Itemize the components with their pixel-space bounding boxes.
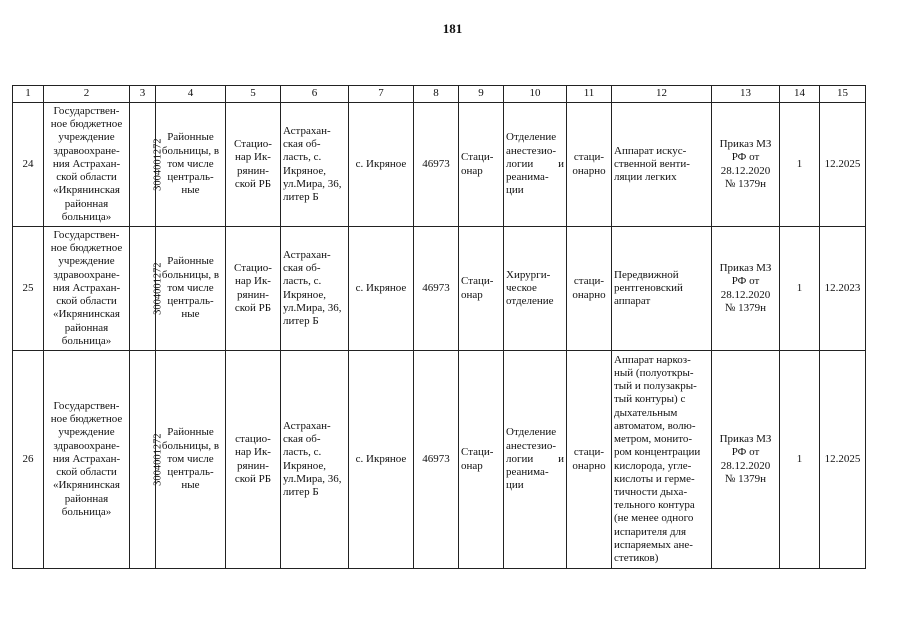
subdivision-cell: Стацио- нар Ик- рянин- ской РБ [226,103,281,227]
equipment-cell: Аппарат наркоз- ный (полуоткры- тый и полузакры- тый контуры) с дыхательным автоматом, волю- метром, монито- ром концентрации кислорода, угле- кислоты и герме- тичности дыха- тельного контура (не менее одного испарителя для испаряемых ане- стетиков) [612,351,712,569]
quantity-cell: 1 [780,351,820,569]
column-header: 7 [349,86,414,103]
row-number-cell: 26 [13,351,44,569]
address-cell: Астрахан- ская об- ласть, с. Икряное, ул.Мира, 36, литер Б [281,103,349,227]
institution-cell: Государствен- ное бюджетное учреждение здравоохране- ния Астрахан- ской области «Икрянинская районная больница» [44,103,130,227]
category-cell: Районные больницы, в том числе централь- ные [156,103,226,227]
column-header: 8 [414,86,459,103]
oktmo-cell: 46973 [414,227,459,351]
care-type-cell: Стаци- онар [459,103,504,227]
locality-cell: с. Икряное [349,351,414,569]
oktmo-cell: 46973 [414,351,459,569]
department-cell: Хирурги- ческое отделение [504,227,567,351]
column-header: 9 [459,86,504,103]
equipment-table [12,85,866,569]
category-cell: Районные больницы, в том числе централь- ные [156,227,226,351]
care-type-cell: Стаци- онар [459,227,504,351]
row-number-cell: 24 [13,103,44,227]
condition-cell: стаци- онарно [567,351,612,569]
quantity-cell: 1 [780,103,820,227]
date-cell: 12.2023 [820,227,866,351]
care-type-cell: Стаци- онар [459,351,504,569]
table-row [13,227,866,351]
address-cell: Астрахан- ская об- ласть, с. Икряное, ул.Мира, 36, литер Б [281,227,349,351]
locality-cell: с. Икряное [349,103,414,227]
column-header: 15 [820,86,866,103]
column-header: 2 [44,86,130,103]
row-number-cell: 25 [13,227,44,351]
column-header: 5 [226,86,281,103]
column-header: 14 [780,86,820,103]
header-row [13,86,866,103]
equipment-cell: Аппарат искус- ственной венти- ляции легких [612,103,712,227]
column-header: 12 [612,86,712,103]
subdivision-cell: Стацио- нар Ик- рянин- ской РБ [226,227,281,351]
column-header: 1 [13,86,44,103]
locality-cell: с. Икряное [349,227,414,351]
order-cell: Приказ МЗ РФ от 28.12.2020 № 1379н [712,351,780,569]
condition-cell: стаци- онарно [567,227,612,351]
condition-cell: стаци- онарно [567,103,612,227]
column-header: 11 [567,86,612,103]
table-body [13,103,866,569]
column-header: 3 [130,86,156,103]
table-row [13,351,866,569]
column-header: 6 [281,86,349,103]
institution-code: 3004001272 [152,433,164,486]
quantity-cell: 1 [780,227,820,351]
order-cell: Приказ МЗ РФ от 28.12.2020 № 1379н [712,227,780,351]
oktmo-cell: 46973 [414,103,459,227]
column-header: 10 [504,86,567,103]
date-cell: 12.2025 [820,351,866,569]
column-header: 13 [712,86,780,103]
table-row [13,103,866,227]
department-cell: Отделение анестезио- логии и реанима- ции [504,351,567,569]
subdivision-cell: стацио- нар Ик- рянин- ской РБ [226,351,281,569]
date-cell: 12.2025 [820,103,866,227]
department-cell: Отделение анестезио- логии и реанима- ции [504,103,567,227]
order-cell: Приказ МЗ РФ от 28.12.2020 № 1379н [712,103,780,227]
column-header: 4 [156,86,226,103]
code-cell [130,103,164,227]
code-cell [130,351,164,569]
equipment-cell: Передвижной рентгеновский аппарат [612,227,712,351]
institution-code: 3004001272 [152,138,164,191]
address-cell: Астрахан- ская об- ласть, с. Икряное, ул.Мира, 36, литер Б [281,351,349,569]
category-cell: Районные больницы, в том числе централь- ные [156,351,226,569]
institution-cell: Государствен- ное бюджетное учреждение здравоохране- ния Астрахан- ской области «Икрянинская районная больница» [44,227,130,351]
institution-code: 3004001272 [152,262,164,315]
institution-cell: Государствен- ное бюджетное учреждение здравоохране- ния Астрахан- ской области «Икрянинская районная больница» [44,351,130,569]
page-number: 181 [442,21,463,36]
code-cell [130,227,164,351]
